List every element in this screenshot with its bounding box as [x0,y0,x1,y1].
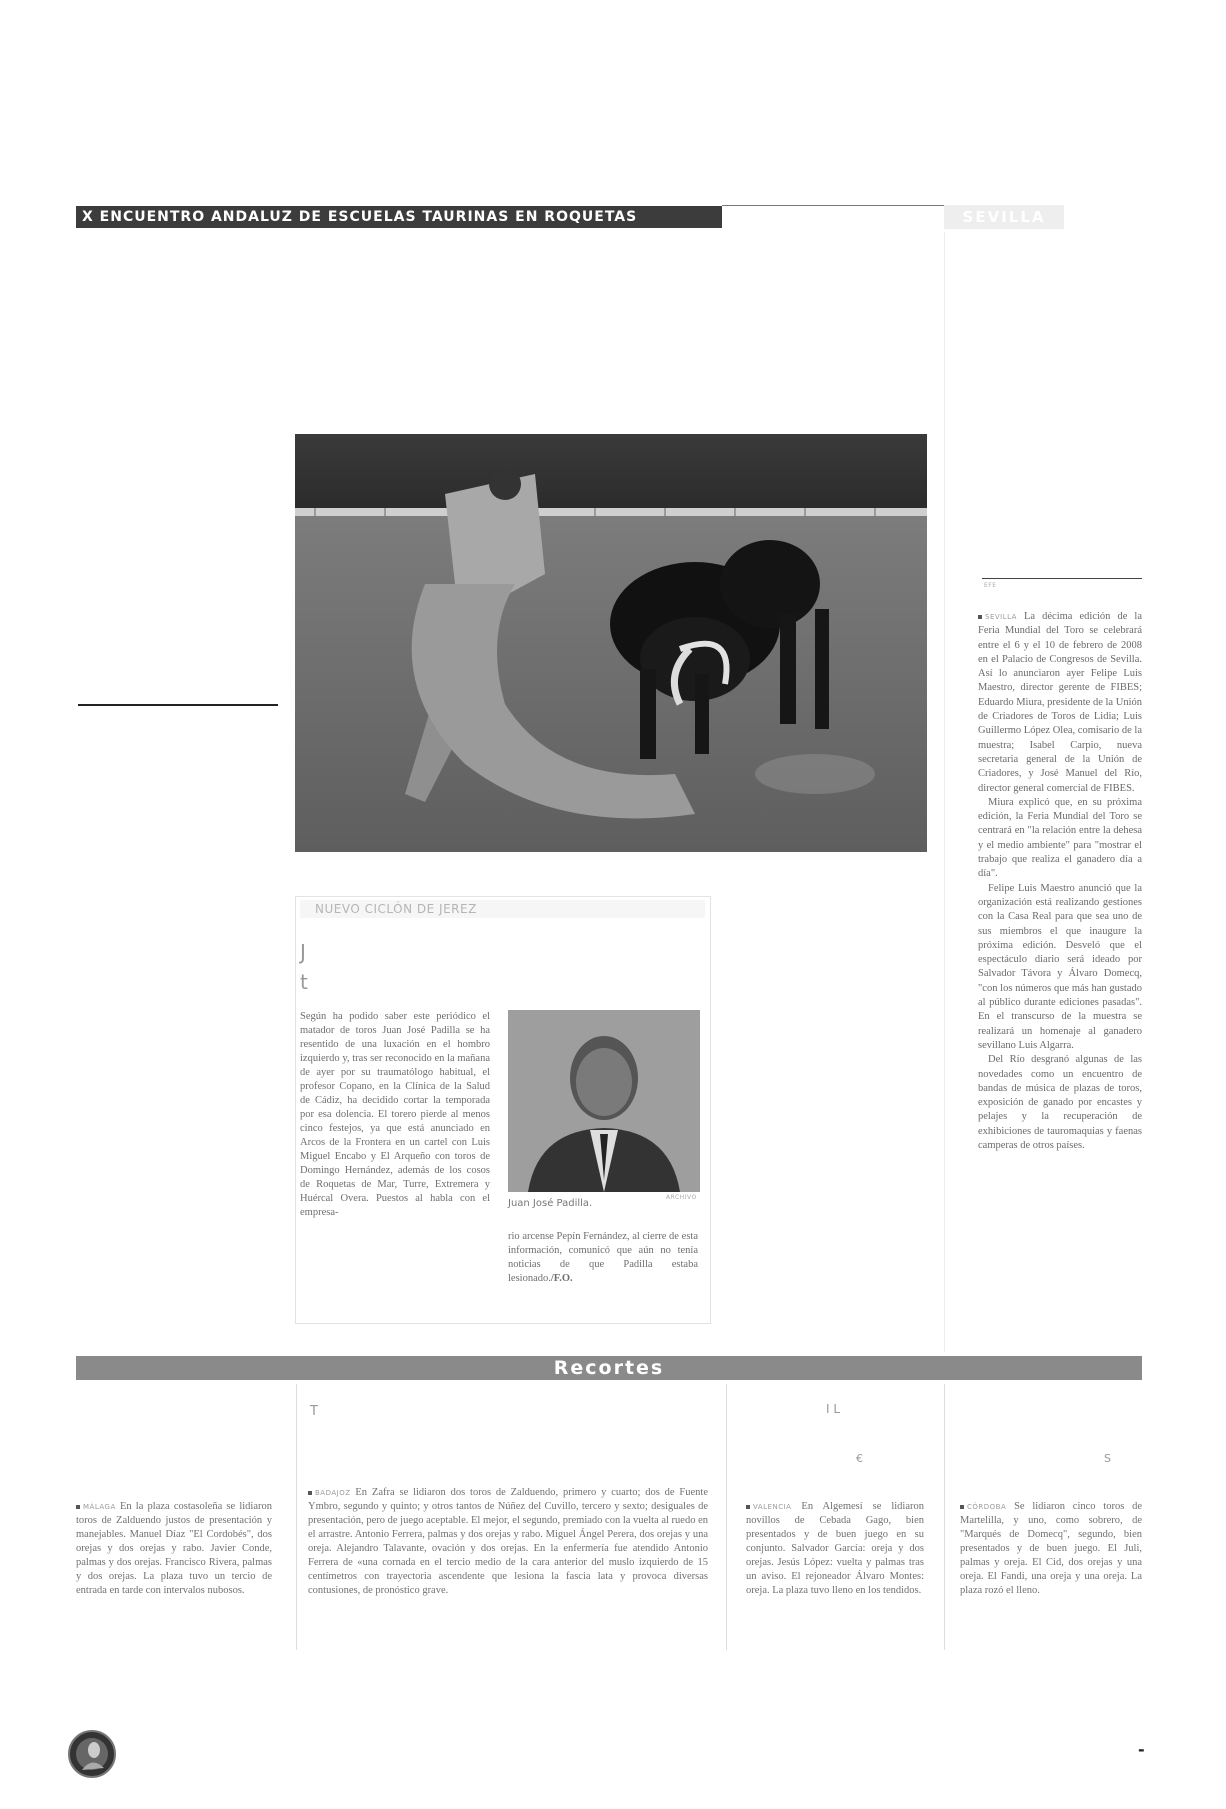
bullet-square-icon [746,1505,750,1509]
publication-logo-icon [68,1730,116,1778]
sidebar-photo-credit: EFE [984,582,997,589]
bullet-square-icon [76,1505,80,1509]
recortes-stray-glyph-3: € [856,1452,863,1465]
recortes-stray-glyph-2: I L [826,1402,841,1416]
recortes-stray-glyph-1: T [310,1404,318,1419]
sidebar-kicker: SEVILLA [985,613,1017,621]
decorative-glyph-1: J [300,940,306,964]
footer-mark: - [1138,1740,1145,1759]
left-divider [78,704,278,706]
header-rule [722,205,944,206]
bullfight-photo [295,434,927,852]
recortes-stray-glyph-4: S [1104,1452,1111,1465]
recortes-header: Recortes [76,1356,1142,1380]
portrait-caption: Juan José Padilla. [508,1198,593,1209]
padilla-portrait [508,1010,700,1192]
sidebar-article [978,610,1142,1153]
recortes-separator-3 [944,1384,945,1650]
sidebar-top-rule [982,578,1142,579]
bullet-square-icon [960,1505,964,1509]
sidebar-paragraph-1: SEVILLA La décima edición de la Feria Mundial del Toro se celebrará entre el 6 y el 10 de febrero de 2008 en el Palacio de Congresos de Sevilla. Así lo anunciaron ayer Felipe Luis Maestro, director gerente de FIBES; Eduardo Miura, presidente de la Unión de Criadores de Toros de Lidia; Luis Guillermo López Olea, comisario de la muestra; Isabel Carpio, nueva secretaria general de la Unión de Criadores, y José Manuel del Río, director general comercial de FIBES. [978,611,1142,794]
decorative-glyph-2: t [300,970,308,994]
sidebar-paragraph-4: Del Río desgranó algunas de las novedades como un encuentro de bandas de música de plazas de toros, exposición de ganado por encastes y pelajes y la recuperación de exhibiciones de tauromaquias y faenas camperas de otros países. [978,1054,1142,1151]
portrait-credit: ARCHIVO [666,1194,697,1201]
news-box-title: NUEVO CICLÓN DE JEREZ [315,902,477,916]
sidebar-paragraph-2: Miura explicó que, en su próxima edición, la Feria Mundial del Toro se centrará en "la relación entre la dehesa y el medio ambiente" para "mostrar el trabajo que realiza el ganadero día a día". [978,796,1142,880]
news-box-column-2: rio arcense Pepín Fernández, al cierre de esta información, comunicó que aún no tenía noticias de que Padilla estaba lesionado./F.O. [508,1231,698,1284]
section-header: X ENCUENTRO ANDALUZ DE ESCUELAS TAURINAS EN ROQUETAS [76,206,722,228]
recorte-valencia: VALENCIA En Algemesí se lidiaron novillos de Cebada Gago, bien presentados y de buen juego en su conjunto. Salvador García: oreja y dos orejas. Jesús López: vuelta y palmas tras un aviso. El rejoneador Álvaro Montes: oreja. La plaza tuvo lleno en los tendidos. [746,1501,925,1596]
bullet-square-icon [308,1491,312,1495]
bullet-square-icon [978,615,982,619]
recorte-badajoz: BADAJOZ En Zafra se lidiaron dos toros de Zalduendo, primero y cuarto; dos de Fuente Ymbro, segundo y quinto; y otros tantos de Núñez del Cuvillo, tercero y sexto; desiguales de presentación, pero de juego aceptable. El mejor, el segundo, premiado con la vuelta al ruedo en el arrastre. Antonio Ferrera, palmas y dos orejas y rabo. Miguel Ángel Perera, dos orejas y una oreja. Alejandro Talavante, ovación y dos orejas. En la enfermería fue atendido Antonio Ferrera de «una cornada en el tercio medio de la cara anterior del muslo izquierdo de 15 centímetros con trayectoria ascendente que lesiona la fascia lata y provoca diversas contusiones, de pronóstico grave. [308,1487,708,1596]
recortes-separator-1 [296,1384,297,1650]
news-box-signature: /F.O. [550,1273,573,1284]
recorte-cordoba: CÓRDOBA Se lidiaron cinco toros de Martelilla, y uno, como sobrero, de "Marqués de Domecq", segundo, bien presentados y de buen juego. El Juli, palmas y oreja. El Cid, dos orejas y una oreja. El Fandi, una oreja y una oreja. La plaza rozó el lleno. [960,1501,1143,1596]
portrait-illustration [508,1010,700,1192]
sidebar-left-border [944,232,945,1352]
sidebar-paragraph-3: Felipe Luis Maestro anunció que la organización está realizando gestiones con la Casa Real para que sea uno de sus miembros el que inaugure la próxima edición. Desveló que el espectáculo diario será ideado por Salvador Távora y Álvaro Domecq, "con los números que más han gustado al público durante ediciones pasadas". En el transcurso de la muestra se realizará un homenaje al ganadero sevillano Luis Algarra. [978,882,1142,1051]
recorte-malaga: MÁLAGA En la plaza costasoleña se lidiaron toros de Zalduendo justos de presentación y manejables. Manuel Díaz "El Cordobés", dos orejas y dos orejas y rabo. Javier Conde, palmas y dos orejas. Francisco Rivera, palmas y dos orejas. La plaza tuvo un tercio de entrada en tarde con intervalos nubosos. [76,1501,272,1596]
recortes-separator-2 [726,1384,727,1650]
news-box-column-1: Según ha podido saber este periódico el matador de toros Juan José Padilla se ha resentido de una luxación en el hombro izquierdo y, tras ser reconocido en la mañana de ayer por su traumatólogo habitual, el profesor Copano, en la Clínica de la Salud de Cádiz, ha decidido cortar la temporada por esa dolencia. El torero pierde al menos cinco festejos, ya que está anunciado en Arcos de la Frontera en un cartel con Luis Miguel Encabo y El Arqueño con toros de Domingo Hernández, además de los cosos de Roquetas de Mar, Turre, Extremera y Huércal Overa. Puestos al habla con el empresa- [300,1011,490,1218]
region-header: SEVILLA [944,205,1064,229]
bullfight-illustration [295,434,927,852]
